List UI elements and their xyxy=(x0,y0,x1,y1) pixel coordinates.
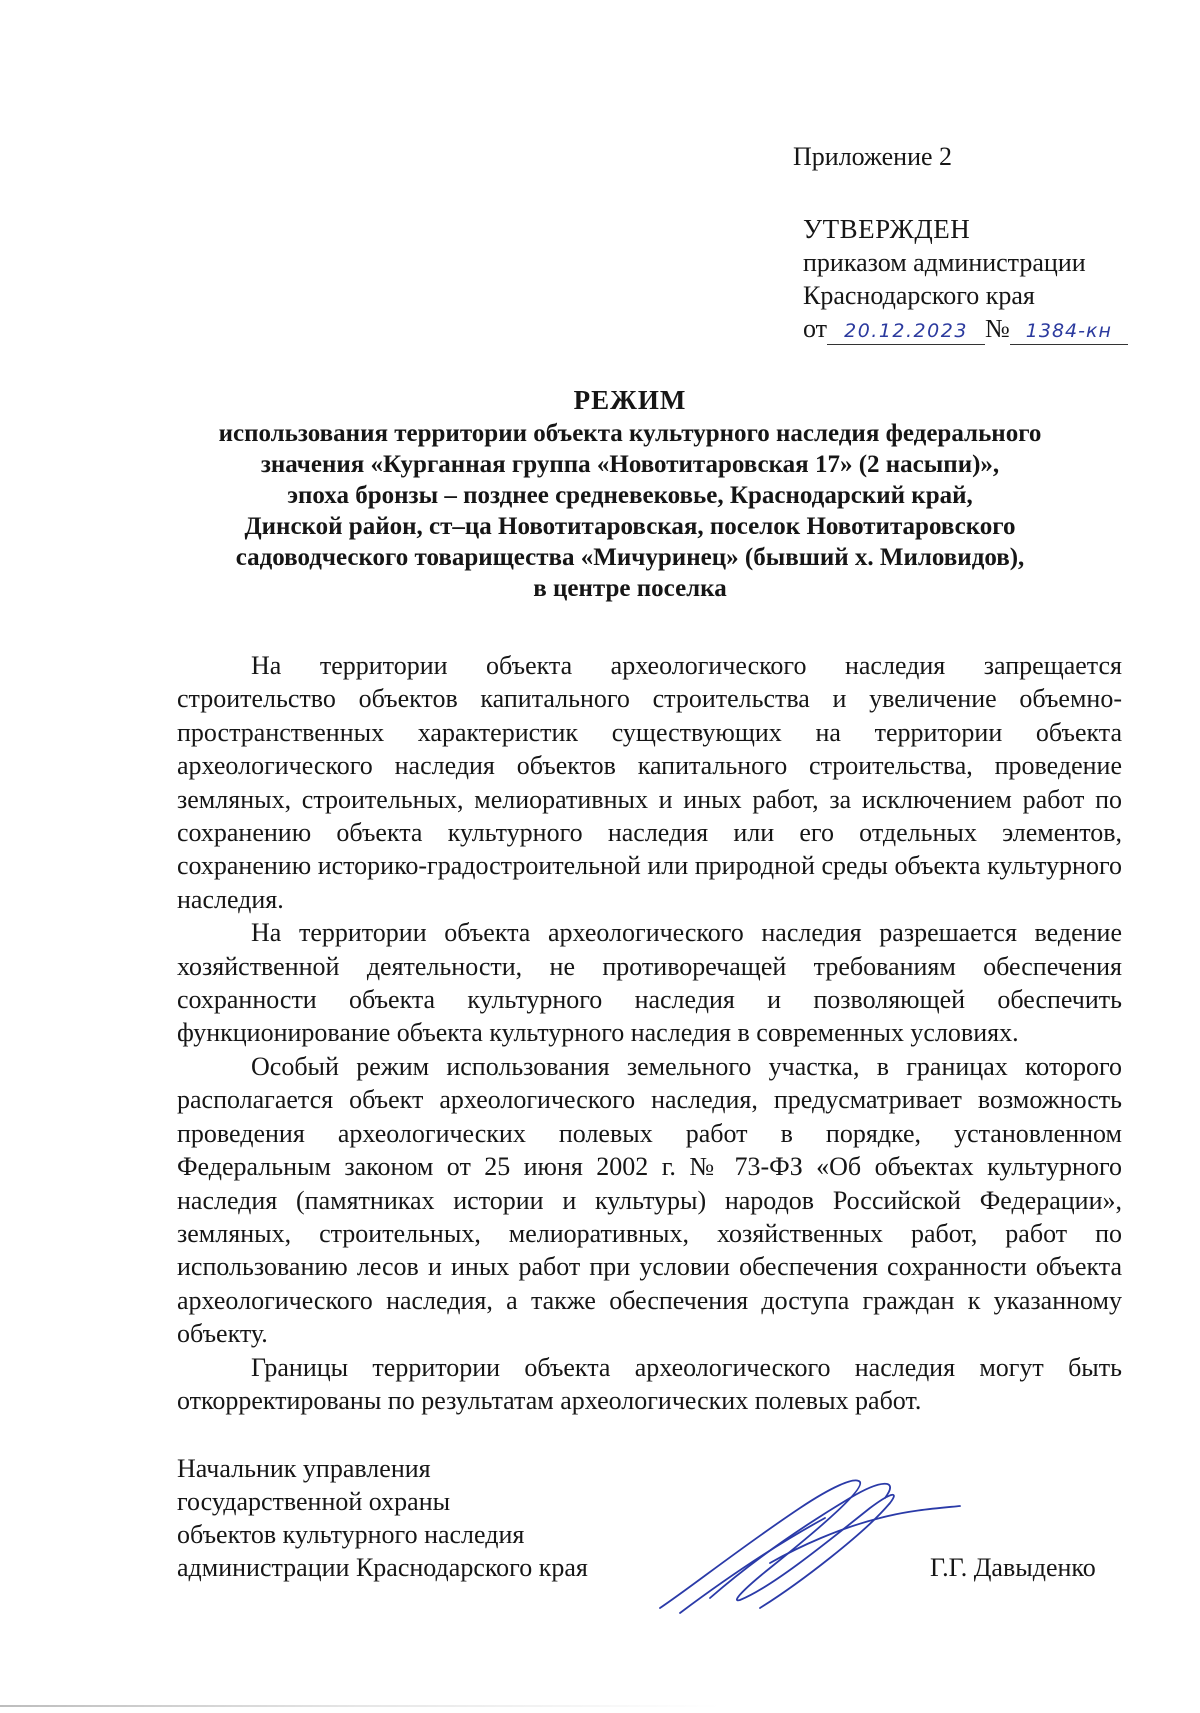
body-paragraph-special-regime: Особый режим использования земельного участка, в границах которого располагается объект археологического наследия, предусматривает возможность проведения археологических полевых работ в порядке, установленном Федеральным законом от 25 июня 2002 г. № 73-ФЗ «Об объектах культурного наследия (памятниках истории и культуры) народов Российской Федерации», земляных, строительных, мелиоративных, хозяйственных работ, работ по использованию лесов и иных работ при условии обеспечения сохранности объекта археологического наследия, а также обеспечения доступа граждан к указанному объекту. xyxy=(177,1051,1122,1349)
body-paragraph-boundaries: Границы территории объекта археологического наследия могут быть откорректированы по результатам археологических полевых работ. xyxy=(177,1352,1122,1415)
scan-bottom-edge xyxy=(0,1705,1200,1707)
handwritten-date: 20.12.2023 xyxy=(827,318,985,345)
signatory-position-line: Начальник управления xyxy=(177,1454,431,1483)
handwritten-number: 1384-кн xyxy=(1010,318,1128,345)
title-line: садоводческого товарищества «Мичуринец» (бывший х. Миловидов), xyxy=(235,544,1025,571)
title-line: значения «Курганная группа «Новотитаровская 17» (2 насыпи)», xyxy=(260,451,1000,478)
body-paragraph-permissions: На территории объекта археологического наследия разрешается ведение хозяйственной деятельности, не противоречащей требованиям обеспечения сохранности объекта культурного наследия и позволяющей обеспечить функционирование объекта культурного наследия в современных условиях. xyxy=(177,918,1122,1048)
approval-date-line xyxy=(803,312,1128,345)
signatory-name: Г.Г. Давыденко xyxy=(930,1553,1096,1582)
title-line: эпоха бронзы – позднее средневековье, Краснодарский край, xyxy=(287,482,973,509)
body-paragraph-prohibitions: На территории объекта археологического наследия запрещается строительство объектов капитального строительства и увеличение объемно-пространственных характеристик существующих на территории объекта археологического наследия объектов капитального строительства, проведение земляных, строительных, мелиоративных и иных работ, за исключением работ по сохранению объекта культурного наследия или его отдельных элементов, сохранению историко-градостроительной или природной среды объекта культурного наследия. xyxy=(177,651,1122,914)
signatory-position-line: объектов культурного наследия xyxy=(177,1520,525,1549)
approval-word: УТВЕРЖДЕН xyxy=(803,214,971,244)
document-body xyxy=(177,649,1122,1417)
handwritten-signature xyxy=(650,1468,970,1618)
signatory-position-line: государственной охраны xyxy=(177,1487,451,1516)
appendix-label: Приложение 2 xyxy=(793,142,953,171)
title-line: использования территории объекта культурного наследия федерального xyxy=(218,420,1042,447)
document-title-block xyxy=(120,385,1140,604)
title-line: в центре поселка xyxy=(533,575,727,602)
approval-line-1: приказом администрации xyxy=(803,248,1086,277)
number-prefix: № xyxy=(985,314,1010,343)
date-prefix: от xyxy=(803,314,828,343)
approval-line-2: Краснодарского края xyxy=(803,281,1035,310)
signatory-position-line: администрации Краснодарского края xyxy=(177,1553,588,1582)
document-title: РЕЖИМ xyxy=(573,385,687,415)
approval-stamp xyxy=(803,213,1128,345)
title-line: Динской район, ст–ца Новотитаровская, поселок Новотитаровского xyxy=(244,513,1016,540)
signatory-position xyxy=(177,1452,588,1584)
